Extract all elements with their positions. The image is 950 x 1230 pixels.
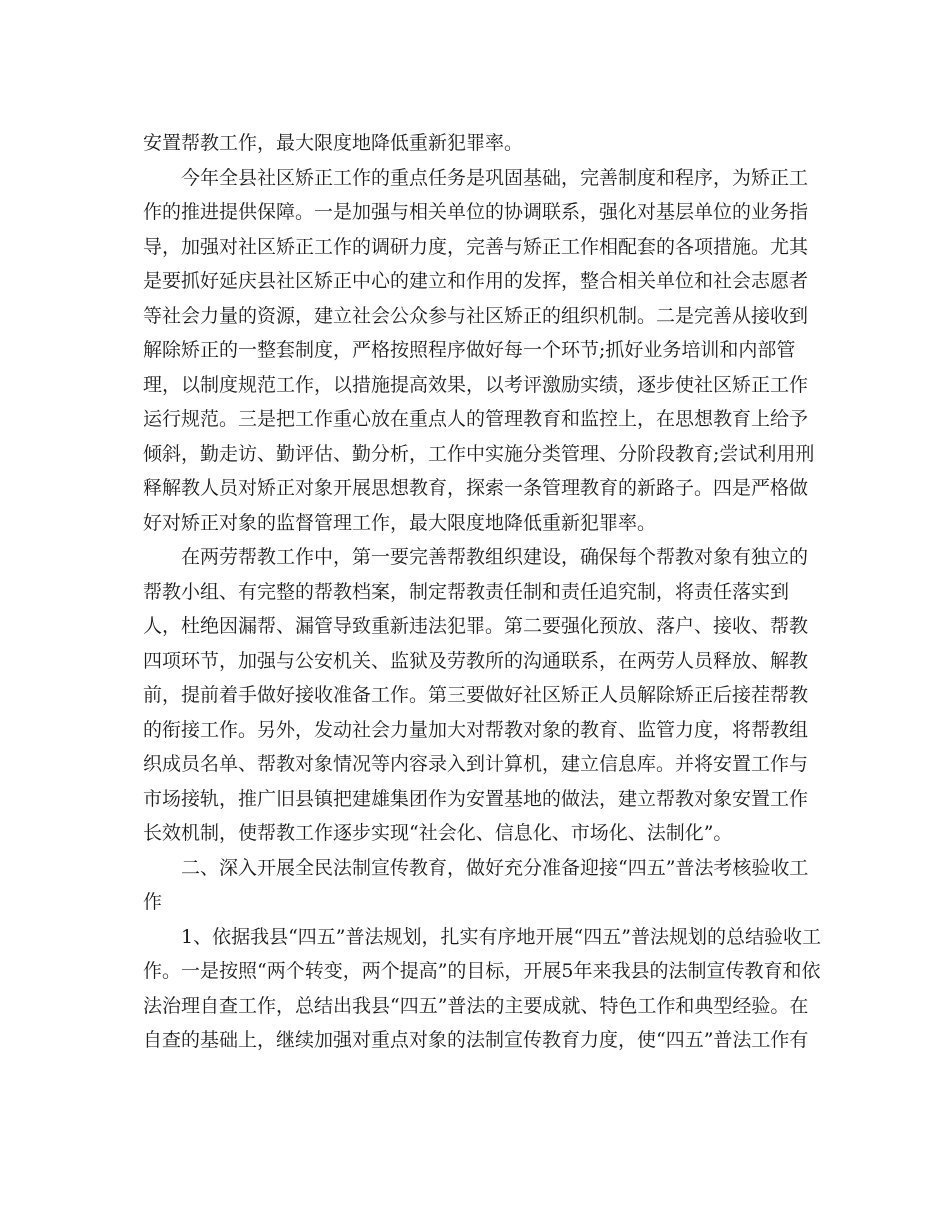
document-body — [143, 126, 821, 1058]
text-line: 四项环节，加强与公安机关、监狱及劳教所的沟通联系，在两劳人员释放、解教 — [143, 649, 809, 672]
text-line: 导，加强对社区矫正工作的调研力度，完善与矫正工作相配套的各项措施。尤其 — [143, 235, 809, 258]
text-line: 的衔接工作。另外，发动社会力量加大对帮教对象的教育、监管力度，将帮教组 — [143, 718, 809, 741]
text-line: 好对矫正对象的监督管理工作，最大限度地降低重新犯罪率。 — [143, 511, 657, 534]
text-line: 帮教小组、有完整的帮教档案，制定帮教责任制和责任追究制，将责任落实到 — [143, 580, 790, 603]
text-line: 理，以制度规范工作，以措施提高效果，以考评激励实绩，逐步使社区矫正工作 — [143, 373, 809, 396]
text-line: 解除矫正的一整套制度，严格按照程序做好每一个环节;抓好业务培训和内部管 — [143, 339, 796, 361]
text-line: 释解教人员对矫正对象开展思想教育，探索一条管理教育的新路子。四是严格做 — [143, 477, 809, 499]
text-line: 在两劳帮教工作中，第一要完善帮教组织建设，确保每个帮教对象有独立的 — [181, 546, 809, 568]
text-line: 作。一是按照“两个转变，两个提高”的目标，开展5年来我县的法制宣传教育和依 — [143, 960, 821, 982]
text-line: 安置帮教工作，最大限度地降低重新犯罪率。 — [143, 132, 524, 154]
text-line: 运行规范。三是把工作重心放在重点人的管理教育和监控上，在思想教育上给予 — [143, 408, 809, 430]
text-line: 市场接轨，推广旧县镇把建雄集团作为安置基地的做法，建立帮教对象安置工作 — [143, 787, 809, 810]
text-line: 倾斜，勤走访、勤评估、勤分析，工作中实施分类管理、分阶段教育;尝试利用刑 — [143, 442, 815, 465]
text-line: 作 — [143, 891, 163, 913]
text-line: 今年全县社区矫正工作的重点任务是巩固基础，完善制度和程序，为矫正工 — [181, 166, 809, 189]
text-line: 人，杜绝因漏帮、漏管导致重新违法犯罪。第二要强化预放、落户、接收、帮教 — [143, 615, 809, 637]
text-line: 1、依据我县“四五”普法规划，扎实有序地开展“四五”普法规划的总结验收工 — [181, 925, 821, 948]
text-line: 作的推进提供保障。一是加强与相关单位的协调联系，强化对基层单位的业务指 — [143, 201, 809, 223]
text-line: 是要抓好延庆县社区矫正中心的建立和作用的发挥，整合相关单位和社会志愿者 — [143, 270, 809, 292]
text-line: 自查的基础上，继续加强对重点对象的法制宣传教育力度，使“四五”普法工作有 — [143, 1029, 809, 1051]
text-line: 织成员名单、帮教对象情况等内容录入到计算机，建立信息库。并将安置工作与 — [143, 753, 809, 775]
text-line: 二、深入开展全民法制宣传教育，做好充分准备迎接“四五”普法考核验收工 — [181, 856, 809, 879]
text-line: 前，提前着手做好接收准备工作。第三要做好社区矫正人员解除矫正后接茬帮教 — [143, 684, 809, 706]
text-line: 等社会力量的资源，建立社会公众参与社区矫正的组织机制。二是完善从接收到 — [143, 304, 809, 327]
text-line: 长效机制，使帮教工作逐步实现“社会化、信息化、市场化、法制化”。 — [143, 822, 733, 844]
text-line: 法治理自查工作，总结出我县“四五”普法的主要成就、特色工作和典型经验。在 — [143, 994, 809, 1017]
